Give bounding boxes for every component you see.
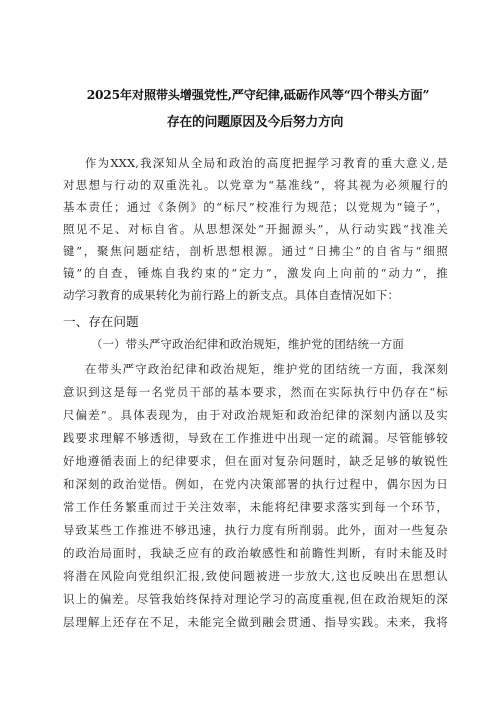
body-line-10: 将潜在风险向党组织汇报,致使问题被进一步放大,这也反映出在思想认	[63, 569, 448, 583]
body-line-6: 和深刻的政治觉悟。例如，在党内决策部署的执行过程中，偶尔因为日	[63, 477, 448, 491]
body-line-4: 践要求理解不够透彻，导致在工作推进中出现一定的疏漏。尽管能够较	[63, 431, 448, 445]
body-line-12: 层理解上还存在不足，未能完全做到融会贯通、指导实践。未来，我将	[63, 615, 448, 629]
body-line-9: 的政治局面时，我缺乏应有的政治敏感性和前瞻性判断，有时未能及时	[63, 546, 448, 560]
body-line-7: 常工作任务繁重而过于关注效率，未能将纪律要求落实到每一个环节，	[63, 500, 448, 514]
body-line-5: 好地遵循表面上的纪律要求，但在面对复杂问题时，缺乏足够的敏锐性	[63, 454, 448, 468]
body-line-3: 尺偏差”。具体表现为，由于对政治规矩和政治纪律的深刻内涵以及实	[63, 408, 448, 422]
intro-line-1: 作为XXX,我深知从全局和政治的高度把握学习教育的重大意义,是	[85, 156, 448, 170]
intro-line-4: 照见不足、对标自省。从思想深处“开掘源头”，从行动实践“找准关	[63, 222, 448, 236]
intro-line-3: 基本责任；通过《条例》的“标尺”校准行为规范；以党规为“镜子”，	[63, 200, 448, 214]
intro-line-7: 动学习教育的成果转化为前行路上的新支点。具体自查情况如下：	[63, 288, 400, 302]
intro-line-2: 对思想与行动的双重洗礼。以党章为“基准线”，将其视为必须履行的	[63, 178, 448, 192]
body-line-2: 意识到这是每一名党员干部的基本要求，然而在实际执行中仍存在“标	[63, 385, 448, 399]
document-title-line-2: 存在的问题原因及今后努力方向	[166, 115, 344, 130]
body-line-11: 识上的偏差。尽管我始终保持对理论学习的高度重视,但在政治规矩的深	[63, 592, 448, 606]
section-heading: 一、存在问题	[63, 314, 139, 329]
body-line-8: 导致某些工作推进不够迅速，执行力度有所削弱。此外，面对一些复杂	[63, 523, 448, 537]
intro-line-6: 镜”的自查，锤炼自我约束的“定力”，激发向上向前的“动力”，推	[63, 266, 448, 280]
subsection-heading: （一）带头严守政治纪律和政治规矩，维护党的团结统一方面	[91, 337, 404, 351]
intro-line-5: 键”，聚焦问题症结，剖析思想根源。通过“日拂尘”的自省与“细照	[63, 244, 448, 258]
body-line-1: 在带头严守政治纪律和政治规矩，维护党的团结统一方面，我深刻	[85, 362, 448, 376]
document-title-line-1: 2025年对照带头增强党性,严守纪律,砥砺作风等“四个带头方面”	[86, 88, 430, 102]
